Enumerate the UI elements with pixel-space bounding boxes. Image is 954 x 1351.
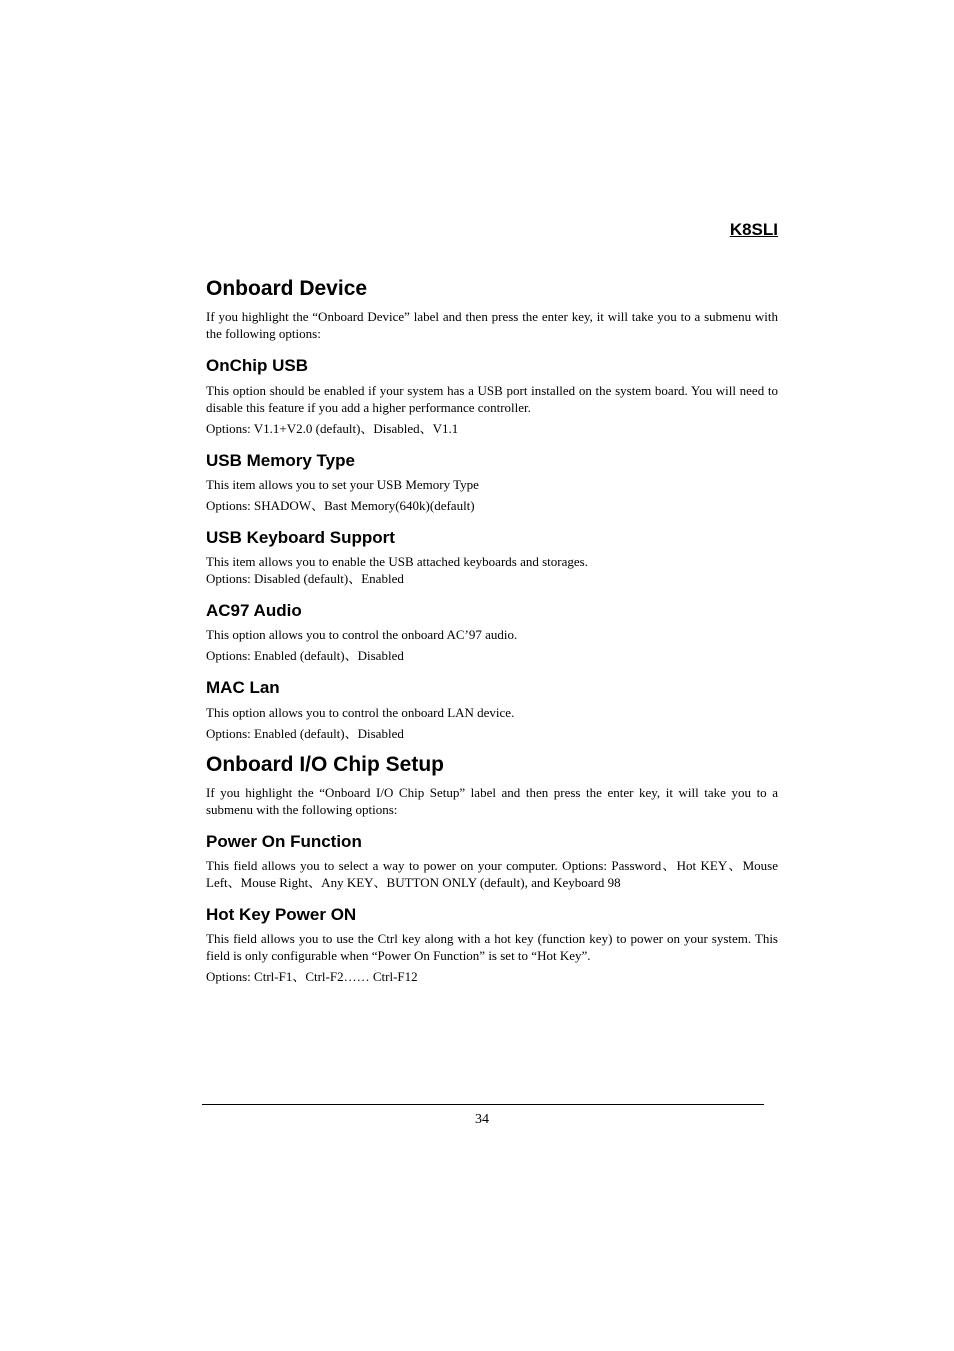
item-options: Options: SHADOW、Bast Memory(640k)(default) [206, 497, 475, 513]
item-ac97-audio [206, 600, 778, 664]
model-tag: K8SLI [729, 220, 778, 239]
item-options: Options: V1.1+V2.0 (default)、Disabled、V1.1 [206, 420, 459, 436]
item-title: Hot Key Power ON [206, 905, 357, 924]
item-description: This item allows you to enable the USB attached keyboards and storages. [206, 554, 588, 569]
item-options: Options: Ctrl-F1、Ctrl-F2…… Ctrl-F12 [206, 969, 418, 985]
section-intro: If you highlight the “Onboard I/O Chip Setup” label and then press the enter key, it will take you to a submenu with the following options: [206, 784, 778, 817]
item-title: USB Memory Type [206, 450, 355, 470]
item-description: This option allows you to control the onboard LAN device. [206, 704, 515, 720]
item-description: This item allows you to set your USB Memory Type [206, 476, 479, 492]
section-title: Onboard Device [206, 277, 368, 300]
item-options: Options: Enabled (default)、Disabled [206, 725, 404, 741]
item-description: This option allows you to control the onboard AC’97 audio. [206, 627, 518, 643]
page-content [206, 276, 778, 998]
item-onchip-usb [206, 355, 778, 436]
item-usb-memory-type [206, 450, 778, 514]
section-title: Onboard I/O Chip Setup [206, 752, 444, 776]
item-title: OnChip USB [206, 356, 308, 376]
item-usb-keyboard-support [206, 527, 778, 587]
footer-divider [202, 1104, 764, 1105]
item-description: This field allows you to select a way to power on your computer. Options: Password、Hot KEY、Mouse Left、Mouse Right、Any KEY、BUTTON ONLY (default), and Keyboard 98 [206, 858, 778, 890]
item-power-on-function [206, 831, 778, 891]
item-description: This field allows you to use the Ctrl key along with a hot key (function key) to power on your system. This field is only configurable when “Power On Function” is set to “Hot Key”. [206, 931, 778, 964]
item-options: Options: Disabled (default)、Enabled [206, 571, 404, 586]
section-intro: If you highlight the “Onboard Device” label and then press the enter key, it will take you to a submenu with the following options: [206, 309, 778, 342]
item-hot-key-power-on [206, 904, 778, 985]
section-onboard-io-chip-setup [206, 752, 778, 818]
item-mac-lan [206, 677, 778, 741]
item-title: Power On Function [206, 831, 362, 851]
page-number: 34 [475, 1112, 489, 1127]
item-description: This option should be enabled if your system has a USB port installed on the system board. You will need to disable this feature if you add a higher performance controller. [206, 382, 778, 415]
section-onboard-device [206, 276, 778, 342]
item-title: USB Keyboard Support [206, 527, 395, 547]
item-title: AC97 Audio [206, 601, 302, 620]
item-title: MAC Lan [206, 678, 280, 698]
item-options: Options: Enabled (default)、Disabled [206, 648, 404, 664]
